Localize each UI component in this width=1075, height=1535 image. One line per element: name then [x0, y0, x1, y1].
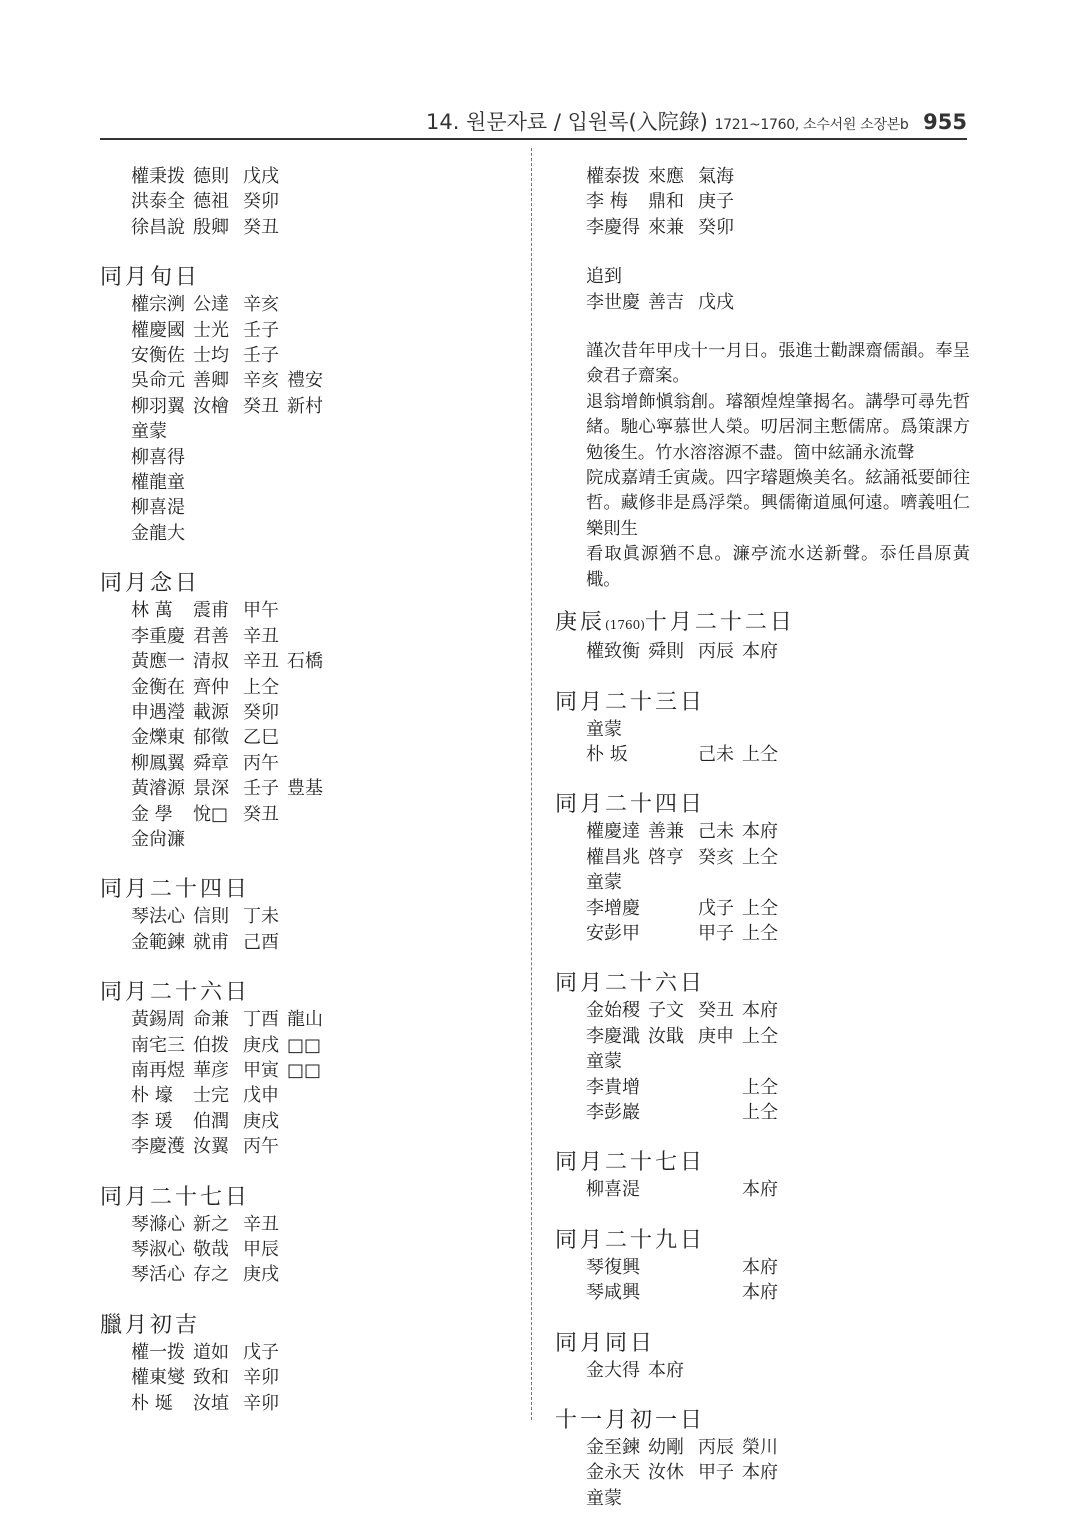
entry-row — [555, 1075, 970, 1100]
entry-birth-year: 丙辰 — [698, 1437, 734, 1458]
entry-birth-year: 戊子 — [698, 897, 734, 919]
entry-row — [100, 292, 520, 317]
entry-name: 洪泰全 — [131, 191, 185, 213]
entry-row — [100, 598, 520, 623]
entry-name: 李慶濈 — [586, 1025, 640, 1047]
entry-group — [100, 264, 520, 546]
header-years: 1721~1760, 소수서원 소장본b — [714, 117, 909, 133]
entry-row — [555, 1435, 970, 1460]
entry-name: 南再煜 — [131, 1059, 185, 1081]
entry-row — [100, 1340, 520, 1365]
entry-row — [555, 845, 970, 870]
entry-name: 林 萬 — [131, 600, 173, 622]
date-heading — [555, 791, 970, 819]
date-heading: 同月二十七日 — [100, 1184, 251, 1210]
entry-row — [555, 1358, 970, 1383]
entry-name: 金龍大 — [131, 522, 185, 544]
entry-row — [100, 675, 520, 700]
entry-group — [100, 570, 520, 852]
entry-name: 朴 坂 — [586, 743, 628, 765]
entry-group — [555, 609, 970, 664]
entry-birth-year: 庚子 — [698, 191, 734, 213]
header-text — [426, 106, 967, 136]
entry-name: 申遇瀅 — [131, 701, 185, 723]
entry-courtesy-name: 子文 — [648, 1000, 684, 1022]
section-note: 童蒙 — [586, 872, 622, 894]
entry-place: 石橋 — [287, 651, 323, 673]
entry-birth-year: 癸卯 — [243, 701, 279, 723]
date-main: 同月二十九日 — [555, 1227, 706, 1253]
date-main: 同月二十七日 — [555, 1150, 706, 1176]
entry-group — [555, 1330, 970, 1383]
section-note: 童蒙 — [131, 421, 167, 443]
entry-courtesy-name: 舜則 — [648, 641, 684, 663]
entry-name: 李貴增 — [586, 1076, 640, 1098]
entry-courtesy-name: 信則 — [193, 906, 229, 928]
entry-row — [555, 164, 970, 189]
date-heading: 同月念日 — [100, 571, 201, 597]
entry-name: 權龍童 — [131, 472, 185, 494]
left-column — [100, 164, 520, 1440]
entry-birth-year: 乙巳 — [243, 727, 279, 749]
entry-birth-year: 庚戌 — [243, 1034, 279, 1056]
entry-birth-year: 癸卯 — [243, 191, 279, 213]
entry-name: 權秉拨 — [131, 166, 185, 187]
entry-courtesy-name: 本府 — [648, 1359, 684, 1381]
column-divider — [531, 148, 532, 1420]
date-heading: 臘月初吉 — [100, 1312, 201, 1338]
entry-row — [100, 802, 520, 827]
entry-courtesy-name: 善吉 — [648, 291, 684, 313]
entry-courtesy-name: 殷卿 — [193, 216, 229, 238]
entry-birth-year: 甲子 — [698, 1462, 734, 1484]
entry-birth-year: 辛亥 — [243, 370, 279, 392]
entry-name: 李世慶 — [586, 291, 640, 313]
entry-birth-year: 丙午 — [243, 752, 279, 774]
header-title: 14. 원문자료 / 입원록(入院錄) — [425, 110, 708, 134]
entry-birth-year: 辛丑 — [243, 651, 279, 673]
entry-row — [100, 1391, 520, 1416]
entry-birth-year: 癸卯 — [698, 216, 734, 238]
entry-row — [555, 1024, 970, 1049]
entry-name: 琴淑心 — [131, 1239, 185, 1260]
date-heading — [555, 1149, 970, 1177]
entry-birth-year: 癸亥 — [698, 846, 734, 868]
entry-courtesy-name: 清叔 — [193, 651, 229, 673]
entry-row — [555, 998, 970, 1023]
entry-row — [555, 742, 970, 767]
entry-name: 金至鍊 — [586, 1437, 640, 1458]
entry-row — [100, 1134, 520, 1159]
entry-birth-year: 甲辰 — [243, 1239, 279, 1260]
entry-courtesy-name: 汝檜 — [193, 395, 229, 417]
entry-courtesy-name: 齊仲 — [193, 676, 229, 698]
entry-birth-year: 氣海 — [698, 166, 734, 187]
right-column — [555, 164, 970, 1535]
entry-birth-year: 癸丑 — [243, 395, 279, 417]
page-number: 955 — [923, 110, 967, 134]
entry-courtesy-name: 景深 — [193, 778, 229, 800]
entry-row — [555, 1177, 970, 1202]
entry-courtesy-name: 華彦 — [193, 1059, 229, 1081]
entry-courtesy-name: 致和 — [193, 1367, 229, 1389]
date-heading — [555, 689, 970, 717]
entry-courtesy-name: 伯潤 — [193, 1110, 229, 1132]
entry-name: 李重慶 — [131, 625, 185, 647]
right-groups — [555, 609, 970, 1511]
entry-birth-year: 丁未 — [243, 906, 279, 928]
entry-name: 李增慶 — [586, 897, 640, 919]
entry-row — [100, 343, 520, 368]
entry-courtesy-name: 存之 — [193, 1264, 229, 1286]
entry-birth-year: 上仝 — [243, 676, 279, 698]
poem-paragraph: 看取眞源猶不息。濂亭流水送新聲。忝任昌原黃檝。 — [586, 544, 970, 590]
entry-place: 榮川 — [742, 1437, 778, 1458]
entry-courtesy-name: 德則 — [193, 166, 229, 187]
entry-courtesy-name: 德祖 — [193, 191, 229, 213]
entry-row — [100, 445, 520, 470]
entry-courtesy-name: 汝戢 — [648, 1025, 684, 1047]
entry-courtesy-name: 士均 — [193, 345, 229, 367]
entry-name: 柳喜湜 — [131, 497, 185, 519]
entry-courtesy-name: 郁徵 — [193, 727, 229, 749]
entry-name: 吳命元 — [131, 370, 185, 392]
entry-name: 朴 壕 — [131, 1085, 173, 1107]
entry-row — [555, 896, 970, 921]
section-note: 追到 — [586, 266, 622, 288]
entry-row — [100, 1007, 520, 1032]
entry-name: 柳羽翼 — [131, 395, 185, 417]
entry-birth-year: 癸丑 — [243, 216, 279, 238]
entry-name: 權宗㴊 — [131, 294, 185, 316]
entry-birth-year: 甲寅 — [243, 1059, 279, 1081]
entry-courtesy-name: 鼎和 — [648, 191, 684, 213]
entry-row — [555, 921, 970, 946]
entry-group — [555, 970, 970, 1125]
entry-name: 黃應一 — [131, 651, 185, 673]
entry-place: 本府 — [742, 1179, 778, 1201]
entry-row — [555, 215, 970, 240]
entry-name: 黃濬源 — [131, 778, 185, 800]
entry-group — [555, 689, 970, 768]
date-heading — [555, 609, 970, 639]
poem-paragraph: 院成嘉靖壬寅歲。四字璿題煥美名。絃誦祗要師往哲。藏修非是爲浮榮。興儒衛道風何遠。嚌義咀仁樂則生 — [586, 468, 970, 539]
entry-birth-year: 戊戌 — [698, 291, 734, 313]
entry-birth-year: 辛丑 — [243, 1213, 279, 1235]
entry-row — [100, 495, 520, 520]
entry-group — [555, 164, 970, 240]
entry-courtesy-name: 舜章 — [193, 752, 229, 774]
entry-birth-year: 戊申 — [243, 1085, 279, 1107]
date-heading — [555, 1227, 970, 1255]
entry-place: 本府 — [742, 821, 778, 843]
date-heading — [555, 1407, 970, 1435]
date-main: 同月二十四日 — [555, 792, 706, 818]
entry-birth-year: 己未 — [698, 743, 734, 765]
entry-row — [100, 649, 520, 674]
entry-row — [100, 776, 520, 801]
entry-name: 金爍東 — [131, 727, 185, 749]
entry-name: 琴法心 — [131, 906, 185, 928]
entry-name: 金 學 — [131, 803, 173, 825]
entry-courtesy-name: 士光 — [193, 319, 229, 341]
entry-group-chudo — [555, 264, 970, 315]
entry-name: 權泰拨 — [586, 166, 640, 187]
entry-courtesy-name: 汝休 — [648, 1462, 684, 1484]
entry-name: 柳鳳翼 — [131, 752, 185, 774]
entry-name: 李 梅 — [586, 191, 628, 213]
entry-birth-year: 庚戌 — [243, 1264, 279, 1286]
entry-birth-year: 庚申 — [698, 1025, 734, 1047]
entry-place: 本府 — [742, 1462, 778, 1484]
entry-name: 李彭巖 — [586, 1101, 640, 1123]
entry-name: 權致衡 — [586, 641, 640, 663]
entry-row — [100, 624, 520, 649]
entry-courtesy-name: 君善 — [193, 625, 229, 647]
entry-place: 本府 — [742, 641, 778, 663]
entry-place: 上仝 — [742, 846, 778, 868]
entry-place: 上仝 — [742, 743, 778, 765]
entry-name: 李 瑗 — [131, 1110, 173, 1132]
entry-place: 上仝 — [742, 1101, 778, 1123]
entry-courtesy-name: 士完 — [193, 1085, 229, 1107]
entry-row — [100, 368, 520, 393]
entry-name: 黃錫周 — [131, 1009, 185, 1031]
entry-name: 權一拨 — [131, 1341, 185, 1363]
entry-courtesy-name: 載源 — [193, 701, 229, 723]
entry-row — [100, 700, 520, 725]
entry-birth-year: 庚戌 — [243, 1110, 279, 1132]
entry-name: 琴滌心 — [131, 1213, 185, 1235]
entry-name: 權慶國 — [131, 319, 185, 341]
entry-name: 金範鍊 — [131, 931, 185, 953]
entry-courtesy-name: 伯拨 — [193, 1034, 229, 1056]
entry-row — [100, 1033, 520, 1058]
entry-row — [100, 1365, 520, 1390]
entry-place: 本府 — [742, 1256, 778, 1278]
section-note: 童蒙 — [586, 718, 622, 740]
entry-name: 金永天 — [586, 1462, 640, 1484]
entry-group — [100, 1312, 520, 1416]
entry-courtesy-name: 幼剛 — [648, 1437, 684, 1458]
entry-row — [100, 904, 520, 929]
date-heading: 同月二十四日 — [100, 877, 251, 903]
entry-birth-year: 丙辰 — [698, 641, 734, 663]
entry-row — [100, 751, 520, 776]
entry-row — [100, 1237, 520, 1262]
date-main: 十一月初一日 — [555, 1408, 706, 1433]
entry-name: 李慶得 — [586, 216, 640, 238]
date-heading — [555, 1330, 970, 1358]
entry-courtesy-name: 善卿 — [193, 370, 229, 392]
entry-group — [555, 1149, 970, 1202]
entry-row — [555, 639, 970, 664]
entry-birth-year: 壬子 — [243, 319, 279, 341]
entry-name: 金大得 — [586, 1359, 640, 1381]
entry-row — [555, 189, 970, 214]
entry-name: 權慶達 — [586, 821, 640, 843]
entry-place: 豊基 — [287, 778, 323, 800]
section-note: 童蒙 — [586, 1051, 622, 1073]
entry-name: 徐昌說 — [131, 216, 185, 238]
entry-place: □□ — [287, 1034, 322, 1056]
poem-text — [555, 339, 970, 593]
entry-courtesy-name: 道如 — [193, 1341, 229, 1363]
entry-place: 本府 — [742, 1000, 778, 1022]
entry-place: □□ — [287, 1059, 322, 1081]
entry-courtesy-name: 善兼 — [648, 821, 684, 843]
entry-courtesy-name: 來兼 — [648, 216, 684, 238]
date-main: 同月二十三日 — [555, 689, 706, 715]
entry-group — [555, 1227, 970, 1306]
entry-row — [100, 164, 520, 189]
date-heading — [555, 970, 970, 998]
entry-place: 龍山 — [287, 1009, 323, 1031]
entry-group — [100, 979, 520, 1159]
entry-row — [555, 1100, 970, 1125]
entry-courtesy-name: 公達 — [193, 294, 229, 316]
entry-row — [555, 819, 970, 844]
entry-name: 琴咸興 — [586, 1282, 640, 1304]
entry-birth-year: 辛丑 — [243, 625, 279, 647]
entry-name: 金始稷 — [586, 1000, 640, 1022]
entry-courtesy-name: 敬哉 — [193, 1239, 229, 1260]
entry-row — [100, 1262, 520, 1287]
date-main: 同月二十六日 — [555, 971, 706, 997]
entry-place: 本府 — [742, 1282, 778, 1304]
entry-courtesy-name: 汝埴 — [193, 1392, 229, 1414]
entry-courtesy-name: 啓亨 — [648, 846, 684, 868]
entry-birth-year: 丁酉 — [243, 1009, 279, 1031]
poem-paragraph: 謹次昔年甲戌十一月日。張進士勸課齋儒韻。奉呈僉君子齋案。 — [586, 341, 970, 387]
entry-row — [100, 521, 520, 546]
entry-name: 南宅三 — [131, 1034, 185, 1056]
entry-birth-year: 己酉 — [243, 931, 279, 953]
entry-row — [100, 215, 520, 240]
entry-row — [100, 1083, 520, 1108]
entry-group — [555, 791, 970, 946]
date-heading: 同月二十六日 — [100, 980, 251, 1006]
entry-courtesy-name: 來應 — [648, 166, 684, 187]
entry-row — [100, 930, 520, 955]
entry-group — [100, 164, 520, 240]
date-main: 庚辰 — [555, 610, 606, 636]
entry-courtesy-name: 悅□ — [193, 803, 229, 825]
entry-row — [100, 189, 520, 214]
entry-group — [100, 876, 520, 955]
entry-row — [100, 1058, 520, 1083]
entry-row — [100, 470, 520, 495]
entry-name: 金尙濂 — [131, 828, 185, 850]
entry-name: 權東燮 — [131, 1367, 185, 1389]
entry-place: 上仝 — [742, 897, 778, 919]
entry-row — [555, 1255, 970, 1280]
entry-name: 金衡在 — [131, 676, 185, 698]
entry-birth-year: 甲午 — [243, 600, 279, 622]
entry-row — [100, 827, 520, 852]
entry-name: 權昌兆 — [586, 846, 640, 868]
entry-row — [100, 318, 520, 343]
entry-name: 安衡佐 — [131, 345, 185, 367]
entry-name: 柳喜湜 — [586, 1179, 640, 1201]
entry-birth-year: 癸丑 — [243, 803, 279, 825]
entry-row — [555, 1460, 970, 1485]
entry-birth-year: 戊子 — [243, 1341, 279, 1363]
entry-birth-year: 壬子 — [243, 778, 279, 800]
section-note: 童蒙 — [586, 1487, 622, 1509]
entry-name: 琴活心 — [131, 1264, 185, 1286]
entry-courtesy-name: 震甫 — [193, 600, 229, 622]
entry-place: 禮安 — [287, 370, 323, 392]
entry-group — [555, 1407, 970, 1511]
entry-courtesy-name: 汝翼 — [193, 1136, 229, 1158]
date-main: 同月同日 — [555, 1330, 656, 1356]
date-year: (1760) — [605, 618, 645, 633]
entry-place: 新村 — [287, 395, 323, 417]
entry-courtesy-name: 新之 — [193, 1213, 229, 1235]
entry-name: 朴 埏 — [131, 1392, 173, 1414]
entry-birth-year: 辛卯 — [243, 1392, 279, 1414]
entry-courtesy-name: 命兼 — [193, 1009, 229, 1031]
entry-birth-year: 己未 — [698, 821, 734, 843]
entry-birth-year: 丙午 — [243, 1136, 279, 1158]
poem-paragraph: 退翁增飾愼翁創。璿額煌煌肇揭名。講學可尋先哲緒。馳心寧慕世人榮。叨居洞主慙儒席。爲策課方勉後生。竹水溶溶源不盡。箇中絃誦永流聲 — [586, 391, 970, 463]
entry-name: 琴復興 — [586, 1256, 640, 1278]
entry-group — [100, 1184, 520, 1288]
entry-row — [100, 1109, 520, 1134]
entry-birth-year: 戊戌 — [243, 166, 279, 187]
entry-birth-year: 癸丑 — [698, 1000, 734, 1022]
entry-row — [100, 1212, 520, 1237]
entry-row — [100, 394, 520, 419]
entry-name: 安彭甲 — [586, 922, 640, 944]
entry-birth-year: 辛亥 — [243, 294, 279, 316]
entry-birth-year: 壬子 — [243, 345, 279, 367]
date-rest: 十月二十二日 — [644, 610, 795, 636]
entry-place: 上仝 — [742, 1025, 778, 1047]
entry-name: 柳喜得 — [131, 446, 185, 468]
entry-name: 李慶濩 — [131, 1136, 185, 1158]
entry-courtesy-name: 就甫 — [193, 931, 229, 953]
entry-birth-year: 甲子 — [698, 922, 734, 944]
entry-row — [555, 290, 970, 315]
entry-row — [555, 1280, 970, 1305]
entry-place: 上仝 — [742, 922, 778, 944]
entry-row — [100, 725, 520, 750]
page-header — [100, 104, 967, 140]
entry-birth-year: 辛卯 — [243, 1367, 279, 1389]
date-heading: 同月旬日 — [100, 265, 201, 291]
entry-place: 上仝 — [742, 1076, 778, 1098]
